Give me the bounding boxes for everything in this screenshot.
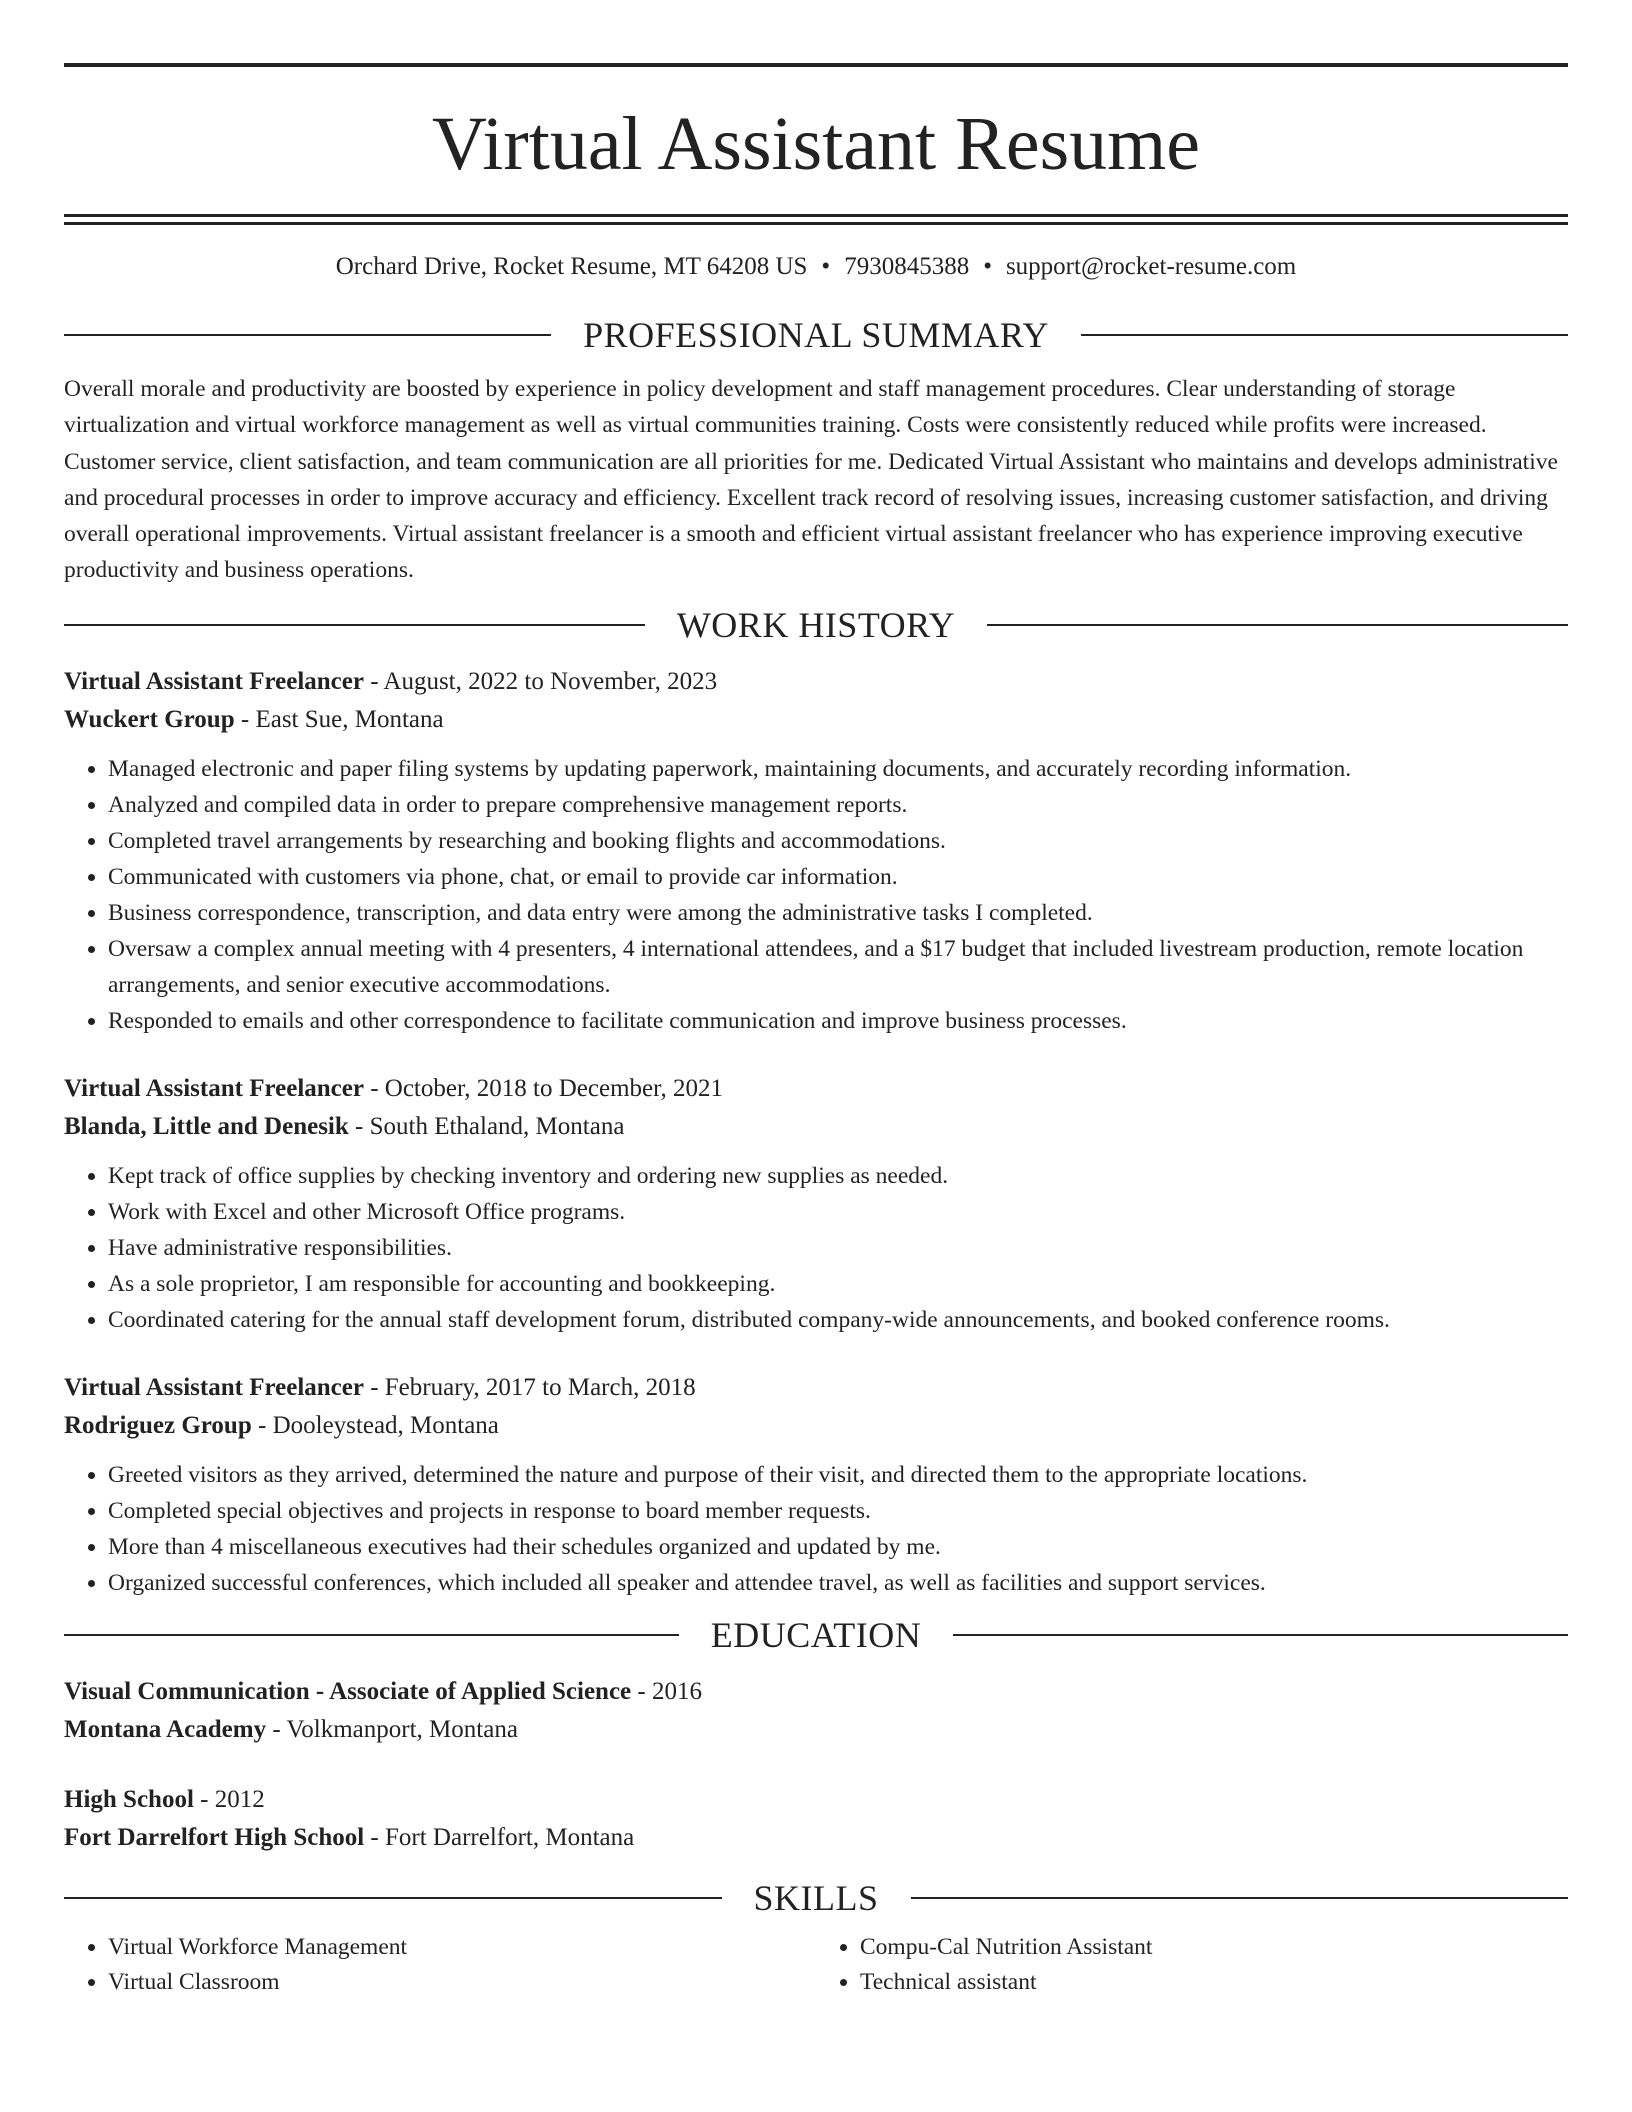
job-bullet: • More than 4 miscellaneous executives had their schedules organized and updated by me. bbox=[108, 1529, 1568, 1565]
job-company: Rodriguez Group bbox=[64, 1411, 252, 1439]
education-degree: High School bbox=[64, 1785, 194, 1813]
job-title-line bbox=[64, 663, 1568, 701]
contact-line bbox=[64, 251, 1568, 283]
job-company: Wuckert Group bbox=[64, 705, 235, 733]
job-bullet: • Work with Excel and other Microsoft Office programs. bbox=[108, 1194, 1568, 1230]
education-degree-line bbox=[64, 1781, 1568, 1819]
job-bullets bbox=[64, 1457, 1568, 1601]
job-bullets bbox=[64, 1158, 1568, 1338]
education-degree: Visual Communication - Associate of Applied Science bbox=[64, 1677, 632, 1705]
section-header-summary bbox=[64, 313, 1568, 357]
job-location: - East Sue, Montana bbox=[234, 705, 444, 733]
section-title: SKILLS bbox=[753, 1877, 879, 1918]
section-rule bbox=[1081, 334, 1568, 336]
skills-column-left bbox=[64, 1930, 816, 2000]
section-header-education bbox=[64, 1613, 1568, 1657]
skills-column-right bbox=[816, 1930, 1568, 2000]
section-title: WORK HISTORY bbox=[676, 604, 956, 645]
resume-title: Virtual Assistant Resume bbox=[431, 102, 1201, 186]
contact-separator: • bbox=[821, 253, 831, 280]
skill-item: • Compu-Cal Nutrition Assistant bbox=[860, 1930, 1568, 1965]
title-double-rule bbox=[64, 214, 1568, 225]
education-entry bbox=[64, 1781, 1568, 1857]
education-school: Montana Academy bbox=[64, 1715, 267, 1743]
skills-columns bbox=[64, 1930, 1568, 2000]
job-dates: - October, 2018 to December, 2021 bbox=[363, 1074, 723, 1102]
job-title-line bbox=[64, 1070, 1568, 1108]
job-entry bbox=[64, 1070, 1568, 1338]
section-rule bbox=[64, 334, 551, 336]
resume-page bbox=[64, 0, 1568, 2000]
education-degree-line bbox=[64, 1673, 1568, 1711]
section-rule bbox=[64, 624, 645, 626]
education-school-line bbox=[64, 1711, 1568, 1749]
education-entry bbox=[64, 1673, 1568, 1749]
job-bullet: • Analyzed and compiled data in order to prepare comprehensive management reports. bbox=[108, 787, 1568, 823]
skill-item: • Technical assistant bbox=[860, 1965, 1568, 2000]
job-company-line bbox=[64, 701, 1568, 739]
section-rule bbox=[987, 624, 1568, 626]
job-bullet: • Organized successful conferences, which included all speaker and attendee travel, as well as facilities and support services. bbox=[108, 1565, 1568, 1601]
job-title: Virtual Assistant Freelancer bbox=[64, 1074, 364, 1102]
section-rule bbox=[911, 1897, 1569, 1899]
job-location: - South Ethaland, Montana bbox=[348, 1112, 625, 1140]
job-title-line bbox=[64, 1369, 1568, 1407]
skill-item: • Virtual Classroom bbox=[108, 1965, 816, 2000]
section-rule bbox=[953, 1634, 1568, 1636]
job-bullet: • Responded to emails and other correspondence to facilitate communication and improve business processes. bbox=[108, 1003, 1568, 1039]
section-rule bbox=[64, 1634, 679, 1636]
section-header-work-history bbox=[64, 603, 1568, 647]
job-bullet: • Managed electronic and paper filing systems by updating paperwork, maintaining documents, and accurately recording information. bbox=[108, 751, 1568, 787]
education-school-line bbox=[64, 1819, 1568, 1857]
education-year: - 2016 bbox=[631, 1677, 702, 1705]
skill-item: • Virtual Workforce Management bbox=[108, 1930, 816, 1965]
job-entry bbox=[64, 663, 1568, 1039]
job-bullet: • Have administrative responsibilities. bbox=[108, 1230, 1568, 1266]
education-location: - Volkmanport, Montana bbox=[266, 1715, 518, 1743]
section-rule bbox=[64, 1897, 722, 1899]
job-company-line bbox=[64, 1108, 1568, 1146]
job-dates: - August, 2022 to November, 2023 bbox=[363, 667, 718, 695]
contact-address: Orchard Drive, Rocket Resume, MT 64208 US bbox=[335, 253, 808, 280]
section-title: PROFESSIONAL SUMMARY bbox=[583, 315, 1049, 355]
job-title: Virtual Assistant Freelancer bbox=[64, 1373, 364, 1401]
job-title: Virtual Assistant Freelancer bbox=[64, 667, 364, 695]
job-location: - Dooleystead, Montana bbox=[251, 1411, 499, 1439]
job-bullet: • Oversaw a complex annual meeting with 4 presenters, 4 international attendees, and a $17 budget that included livestream production, remote location arrangements, and senior executive accommodations. bbox=[108, 931, 1568, 1003]
job-bullet: • Coordinated catering for the annual staff development forum, distributed company-wide announcements, and booked conference rooms. bbox=[108, 1302, 1568, 1338]
contact-phone: 7930845388 bbox=[844, 253, 970, 280]
education-location: - Fort Darrelfort, Montana bbox=[364, 1823, 635, 1851]
job-company-line bbox=[64, 1407, 1568, 1445]
job-bullet: • Completed travel arrangements by researching and booking flights and accommodations. bbox=[108, 823, 1568, 859]
education-school: Fort Darrelfort High School bbox=[64, 1823, 365, 1851]
job-bullet: • As a sole proprietor, I am responsible for accounting and bookkeeping. bbox=[108, 1266, 1568, 1302]
job-bullet: • Kept track of office supplies by checking inventory and ordering new supplies as needed. bbox=[108, 1158, 1568, 1194]
contact-separator: • bbox=[983, 253, 992, 280]
job-bullets bbox=[64, 751, 1568, 1039]
education-year: - 2012 bbox=[193, 1785, 265, 1813]
job-entry bbox=[64, 1369, 1568, 1601]
job-bullet: • Completed special objectives and projects in response to board member requests. bbox=[108, 1493, 1568, 1529]
summary-text: Overall morale and productivity are boosted by experience in policy development and staff management procedures. Clear understanding of storage virtualization and virtual workforce management as well as virtual communities training. Costs were consistently reduced while profits were increased. Customer service, client satisfaction, and team communication are all priorities for me. Dedicated Virtual Assistant who maintains and develops administrative and procedural processes in order to improve accuracy and efficiency. Excellent track record of resolving issues, increasing customer satisfaction, and driving overall operational improvements. Virtual assistant freelancer is a smooth and efficient virtual assistant freelancer who has experience improving executive productivity and business operations. bbox=[64, 376, 1558, 584]
job-company: Blanda, Little and Denesik bbox=[64, 1112, 349, 1140]
job-bullet: • Greeted visitors as they arrived, determined the nature and purpose of their visit, and directed them to the appropriate locations. bbox=[108, 1457, 1568, 1493]
job-dates: - February, 2017 to March, 2018 bbox=[363, 1373, 696, 1401]
top-rule bbox=[64, 63, 1568, 67]
contact-email: support@rocket-resume.com bbox=[1005, 253, 1297, 280]
job-bullet: • Business correspondence, transcription, and data entry were among the administrative tasks I completed. bbox=[108, 895, 1568, 931]
job-bullet: • Communicated with customers via phone, chat, or email to provide car information. bbox=[108, 859, 1568, 895]
section-title: EDUCATION bbox=[710, 1614, 922, 1655]
section-header-skills bbox=[64, 1876, 1568, 1920]
